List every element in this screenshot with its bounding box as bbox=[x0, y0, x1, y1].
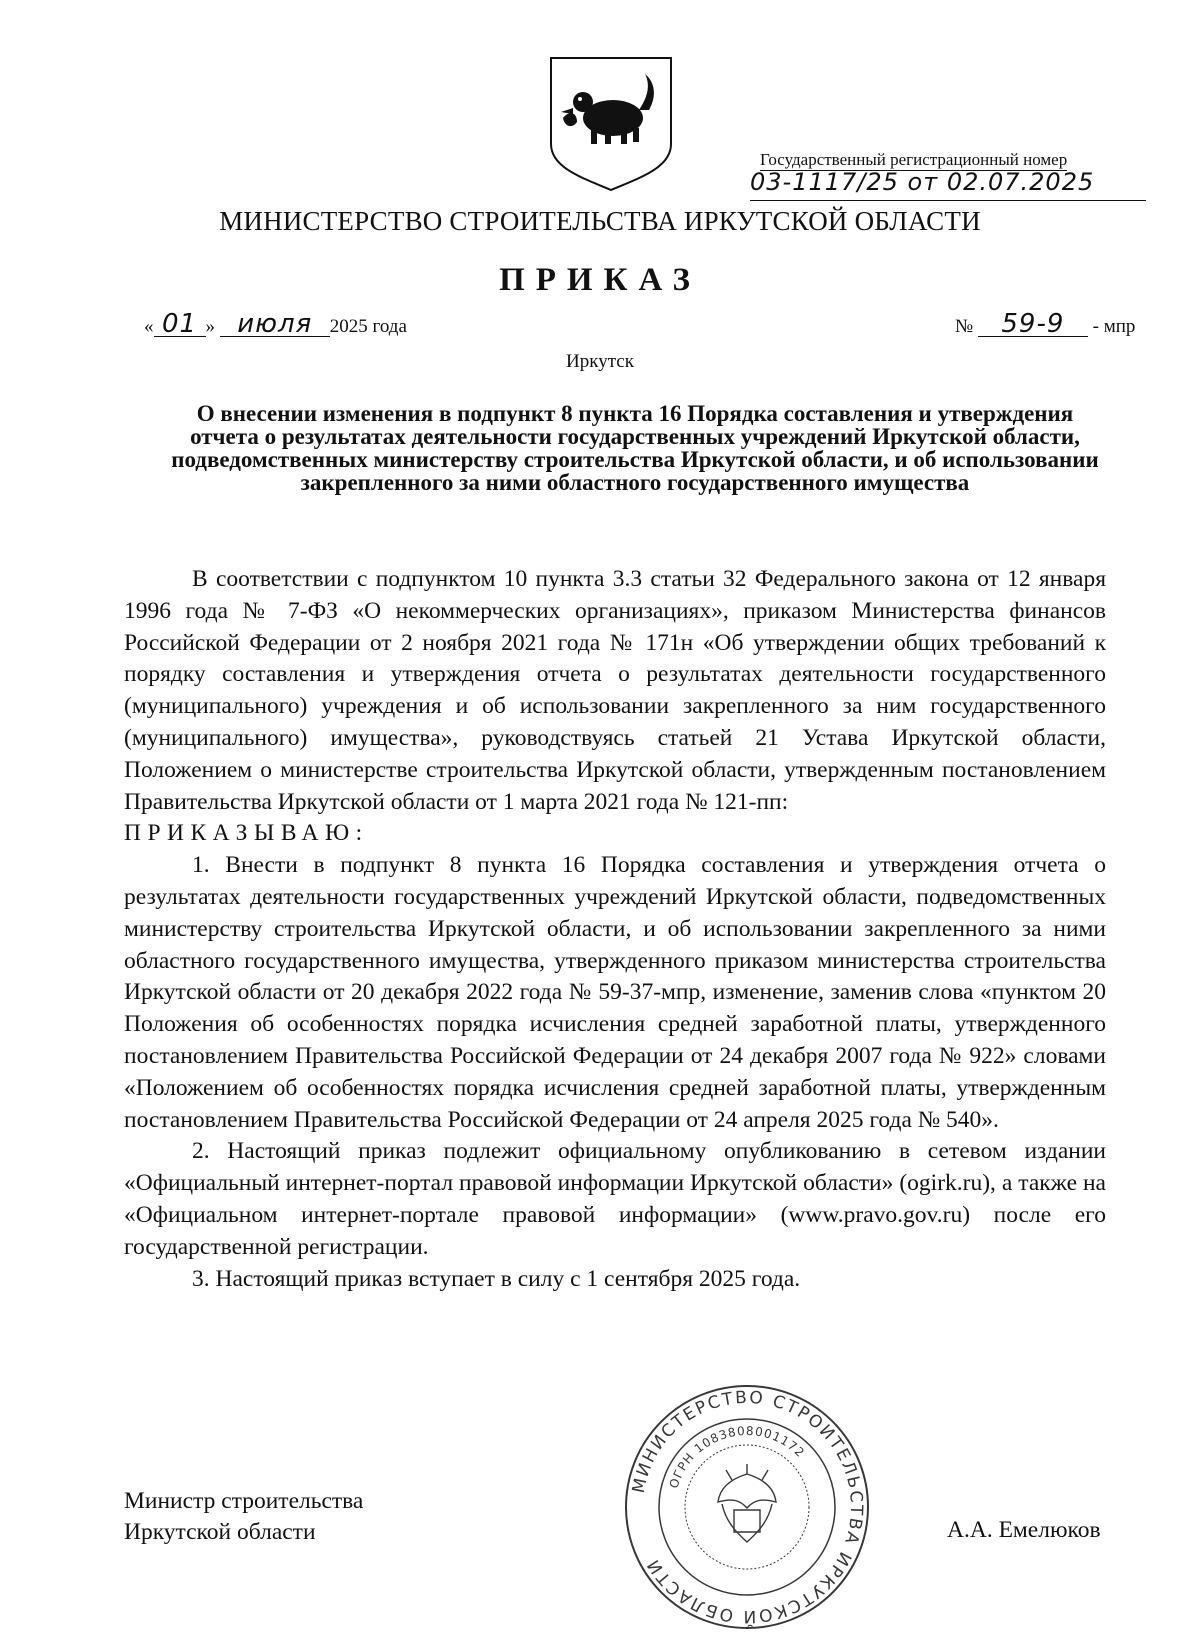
date-month: июля bbox=[220, 312, 330, 337]
document-subject: О внесении изменения в подпункт 8 пункта 16 Порядка составления и утверждения отчета о результатах деятельности государственных учреждений Иркутской области, подведомственных министерству строительства Иркутской области, и об использовании закрепленного за ними областного государственного имущества bbox=[171, 401, 1099, 495]
city: Иркутск bbox=[566, 351, 634, 372]
date-close-quote: » bbox=[205, 316, 215, 337]
registration-label: Государственный регистрационный номер bbox=[760, 150, 1068, 169]
signatory-name: А.А. Емелюков bbox=[947, 1517, 1101, 1543]
number-value: 59-9 bbox=[978, 312, 1088, 337]
number-suffix: - мпр bbox=[1092, 316, 1136, 337]
signatory-position-line1: Министр строительства bbox=[124, 1488, 364, 1514]
order-item-3: 3. Настоящий приказ вступает в силу с 1 сентября 2025 года. bbox=[192, 1265, 801, 1292]
document-body bbox=[124, 564, 1106, 1295]
order-keyword: ПРИКАЗЫВАЮ: bbox=[124, 820, 369, 847]
preamble-paragraph: В соответствии с подпунктом 10 пункта 3.3 статьи 32 Федерального закона от 12 января 1996 года № 7-ФЗ «О некоммерческих организациях», приказом Министерства финансов Российской Федерации от 2 ноября 2021 года № 171н «Об утверждении общих требований к порядку составления и утверждения отчета о результатах деятельности государственного (муниципального) учреждения и об использовании закрепленного за ним государственного (муниципального) имущества», руководствуясь статьей 21 Устава Иркутской области, Положением о министерстве строительства Иркутской области, утвержденным постановлением Правительства Иркутской области от 1 марта 2021 года № 121-пп: bbox=[124, 566, 1106, 815]
signatory-position-line2: Иркутской области bbox=[124, 1519, 316, 1545]
order-item-1: 1. Внести в подпункт 8 пункта 16 Порядка составления и утверждения отчета о результатах деятельности государственных учреждений Иркутской области, подведомственных министерству строительства Иркутской области, и об использовании закрепленного за ними областного государственного имущества, утвержденного приказом министерства строительства Иркутской области от 20 декабря 2022 года № 59-37-мпр, изменение, заменив слова «пунктом 20 Положения об особенностях порядка исчисления средней заработной платы, утвержденного постановлением Правительства Российской Федерации от 24 декабря 2007 года № 922» словами «Положением об особенностях порядка исчисления средней заработной платы, утвержденным постановлением Правительства Российской Федерации от 24 апреля 2025 года № 540». bbox=[124, 852, 1106, 1133]
date-open-quote: « bbox=[144, 316, 154, 337]
date-year: 2025 года bbox=[329, 316, 407, 337]
registration-number: 03-1117/25 от 02.07.2025 bbox=[750, 168, 1146, 201]
signatory-position bbox=[124, 1486, 363, 1548]
stamp-ogrn: ОГРН 1083808001172 bbox=[666, 1423, 808, 1491]
number-prefix: № bbox=[955, 316, 974, 337]
svg-text:ОГРН 1083808001172 bbox=[667, 1424, 808, 1490]
ministry-title: МИНИСТЕРСТВО СТРОИТЕЛЬСТВА ИРКУТСКОЙ ОБЛАСТИ bbox=[219, 206, 981, 236]
date-day: 01 bbox=[154, 312, 206, 337]
order-item-2: 2. Настоящий приказ подлежит официальному опубликованию в сетевом издании «Официальный интернет-портал правовой информации Иркутской области» (ogirk.ru), а также на «Официальном интернет-портале правовой информации» (www.pravo.gov.ru) после его государственной регистрации. bbox=[124, 1138, 1106, 1260]
official-stamp-icon bbox=[622, 1382, 872, 1632]
document-type: ПРИКАЗ bbox=[499, 262, 701, 298]
document-number bbox=[955, 309, 1136, 339]
stamp-outer-text: МИНИСТЕРСТВО СТРОИТЕЛЬСТВА ИРКУТСКОЙ ОБЛАСТИ bbox=[628, 1387, 867, 1627]
coat-of-arms-icon bbox=[543, 52, 679, 192]
document-date bbox=[144, 309, 407, 339]
